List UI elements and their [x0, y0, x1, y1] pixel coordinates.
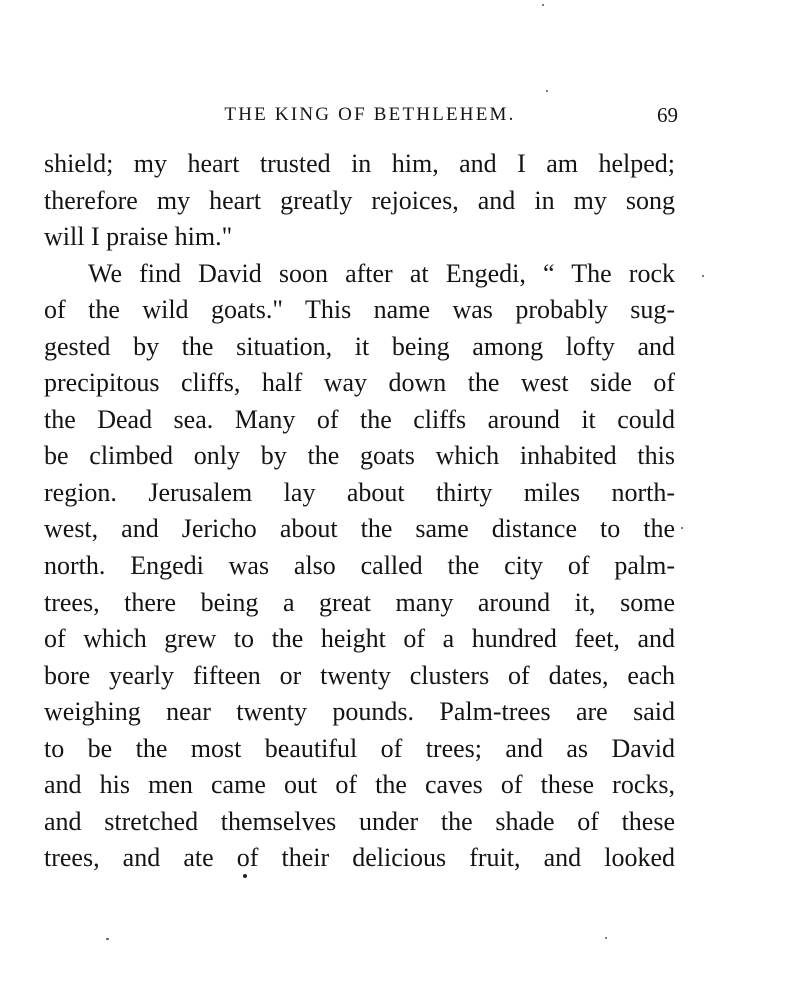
text-line: region. Jerusalem lay about thirty miles north-: [44, 477, 675, 507]
page-number: 69: [657, 103, 678, 127]
text-line: weighing near twenty pounds. Palm-trees are said: [44, 697, 675, 727]
text-line: bore yearly fifteen or twenty clusters of dates, each: [44, 660, 675, 690]
text-line: the Dead sea. Many of the cliffs around it could: [44, 404, 675, 434]
ink-speck: [546, 90, 548, 92]
text-line: north. Engedi was also called the city of palm-: [44, 551, 675, 581]
text-line: We find David soon after at Engedi, “ The rock: [88, 258, 675, 288]
ink-speck: [243, 874, 247, 878]
text-line: therefore my heart greatly rejoices, and in my song: [44, 185, 675, 215]
ink-speck: [605, 937, 607, 939]
text-line: to be the most beautiful of trees; and as David: [44, 733, 675, 763]
text-line: and his men came out of the caves of these rocks,: [44, 770, 675, 800]
body-text: [44, 146, 675, 877]
page-header: [44, 101, 678, 131]
text-line: trees, there being a great many around it, some: [44, 587, 675, 617]
text-line: of the wild goats." This name was probably sug-: [44, 295, 675, 325]
text-line: will I praise him.": [44, 222, 233, 252]
text-line: precipitous cliffs, half way down the west side of: [44, 368, 675, 398]
ink-speck: [106, 938, 109, 940]
text-line: gested by the situation, it being among lofty and: [44, 331, 675, 361]
ink-speck: [542, 4, 544, 6]
text-line: west, and Jericho about the same distance to the: [44, 514, 675, 544]
text-line: shield; my heart trusted in him, and I am helped;: [44, 149, 675, 178]
running-title: THE KING OF BETHLEHEM.: [224, 104, 516, 125]
text-line: of which grew to the height of a hundred feet, and: [44, 624, 675, 654]
text-line: and stretched themselves under the shade of these: [44, 806, 675, 836]
text-line: be climbed only by the goats which inhabited this: [44, 441, 675, 471]
ink-speck: [681, 527, 683, 529]
ink-speck: [702, 275, 704, 277]
text-line: trees, and ate of their delicious fruit, and looked: [44, 843, 675, 873]
